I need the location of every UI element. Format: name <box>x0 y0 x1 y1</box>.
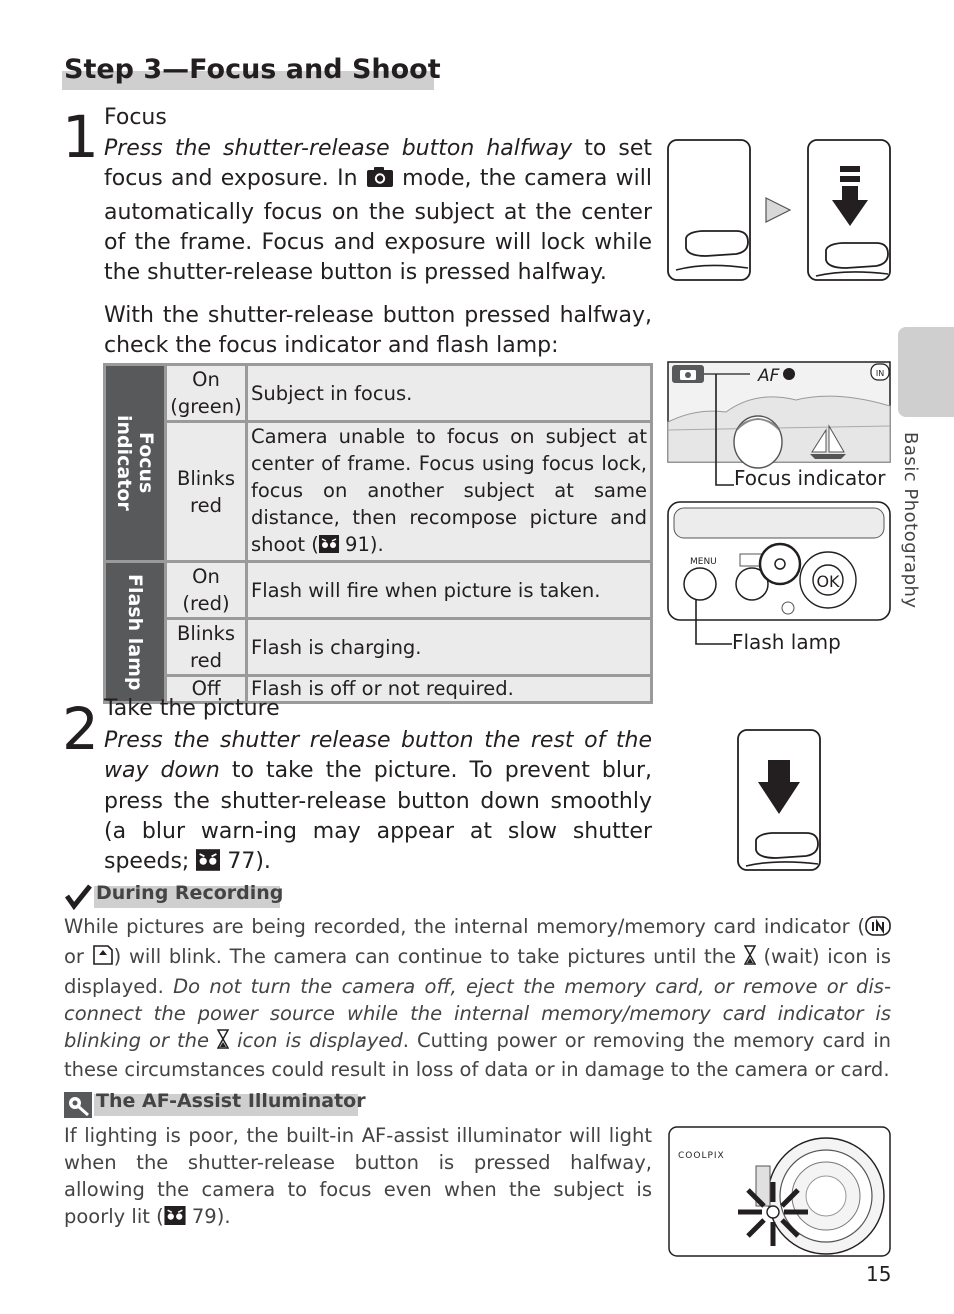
description-cell: Flash will fire when picture is taken. <box>248 563 650 617</box>
memory-icon <box>865 916 891 943</box>
step-2-paragraph: Press the shutter release button the rest of the way down to take the picture. To prevent blur, press the shutter-release button down smoothly (a blur warn-ing may appear at slow shutter speeds; 77). <box>104 726 652 880</box>
flash-lamp-label: Flash lamp <box>732 630 841 654</box>
hourglass-icon <box>217 1029 229 1056</box>
camera-front-illustration <box>668 1126 892 1258</box>
step-1-heading: Focus <box>104 105 167 130</box>
ok-button-text: OK <box>816 572 840 591</box>
reference-icon <box>164 1205 186 1232</box>
category-focus-indicator: Focus indicator <box>106 366 164 560</box>
indicator-table <box>103 363 653 704</box>
state-cell: Blinks red <box>167 423 245 560</box>
table-row <box>106 423 650 560</box>
section-label: Basic Photography <box>900 432 921 609</box>
step-2-heading: Take the picture <box>104 696 280 721</box>
description-cell: Flash is off or not required. <box>248 677 650 701</box>
check-icon <box>64 884 92 914</box>
note-af-title: The AF-Assist Illuminator <box>96 1090 366 1112</box>
description-cell: Flash is charging. <box>248 620 650 674</box>
state-cell: On (green) <box>167 366 245 420</box>
af-indicator-text: AF <box>758 366 780 386</box>
table-row <box>106 563 650 617</box>
state-cell: Off <box>167 677 245 701</box>
card-icon <box>92 944 114 973</box>
half-press-illustration <box>666 138 892 284</box>
full-press-illustration <box>736 728 824 874</box>
coolpix-logo-text: COOLPIX <box>678 1151 725 1161</box>
section-tab <box>898 327 954 417</box>
note-recording-text: While pictures are being recorded, the internal memory/memory card indicator ( or ) will blink. The camera can continue to take pictures until the (wait) icon is displayed. Do not turn the camera off, eject the memory card, or remove or dis-connect the power source while the internal memory/memory card indicator is blinking or the icon is displayed. Cutting power or removing the memory card in these circumstances could result in loss of data or in damage to the camera or card. <box>64 915 892 1081</box>
page-number: 15 <box>866 1262 892 1286</box>
note-af-text: If lighting is poor, the built-in AF-assist illuminator will light when the shutter-release button is pressed halfway, allowing the camera to focus even when the subject is poorly lit ( 79). <box>64 1122 652 1232</box>
step-2-emphasis: Press the shutter release button the rest of the way down <box>104 728 652 784</box>
reference-icon <box>196 849 220 880</box>
af-note-icon <box>64 1092 92 1122</box>
step-1-number: 1 <box>62 103 99 171</box>
state-cell: On (red) <box>167 563 245 617</box>
page-title: Step 3—Focus and Shoot <box>64 54 441 85</box>
table-row <box>106 620 650 674</box>
table-row <box>106 366 650 420</box>
state-cell: Blinks red <box>167 620 245 674</box>
camera-back-illustration <box>666 498 894 650</box>
memory-indicator-text: IN <box>875 369 885 378</box>
category-flash-lamp: Flash lamp <box>106 563 164 701</box>
camera-mode-icon <box>366 166 394 197</box>
menu-button-text: MENU <box>690 557 717 567</box>
description-cell: Subject in focus. <box>248 366 650 420</box>
step-1-paragraph: Press the shutter-release button halfway to set focus and exposure. In mode, the camera will automatically focus on the subject at the center of the frame. Focus and exposure will lock while the shutter-release button is pressed halfway. <box>104 136 652 286</box>
step-1-paragraph-2: With the shutter-release button pressed halfway, check the focus indicator and flash lamp: <box>104 303 652 359</box>
focus-indicator-label: Focus indicator <box>734 466 886 490</box>
reference-icon <box>319 533 339 560</box>
note-recording-title: During Recording <box>96 882 284 904</box>
description-cell: Camera unable to focus on subject at center of frame. Focus using focus lock, focus on another subject at same distance, then recompose picture and shoot ( 91). <box>248 423 650 560</box>
hourglass-icon <box>744 945 756 972</box>
step-2-number: 2 <box>62 695 99 763</box>
step-1-emphasis: Press the shutter-release button halfway <box>104 136 573 161</box>
